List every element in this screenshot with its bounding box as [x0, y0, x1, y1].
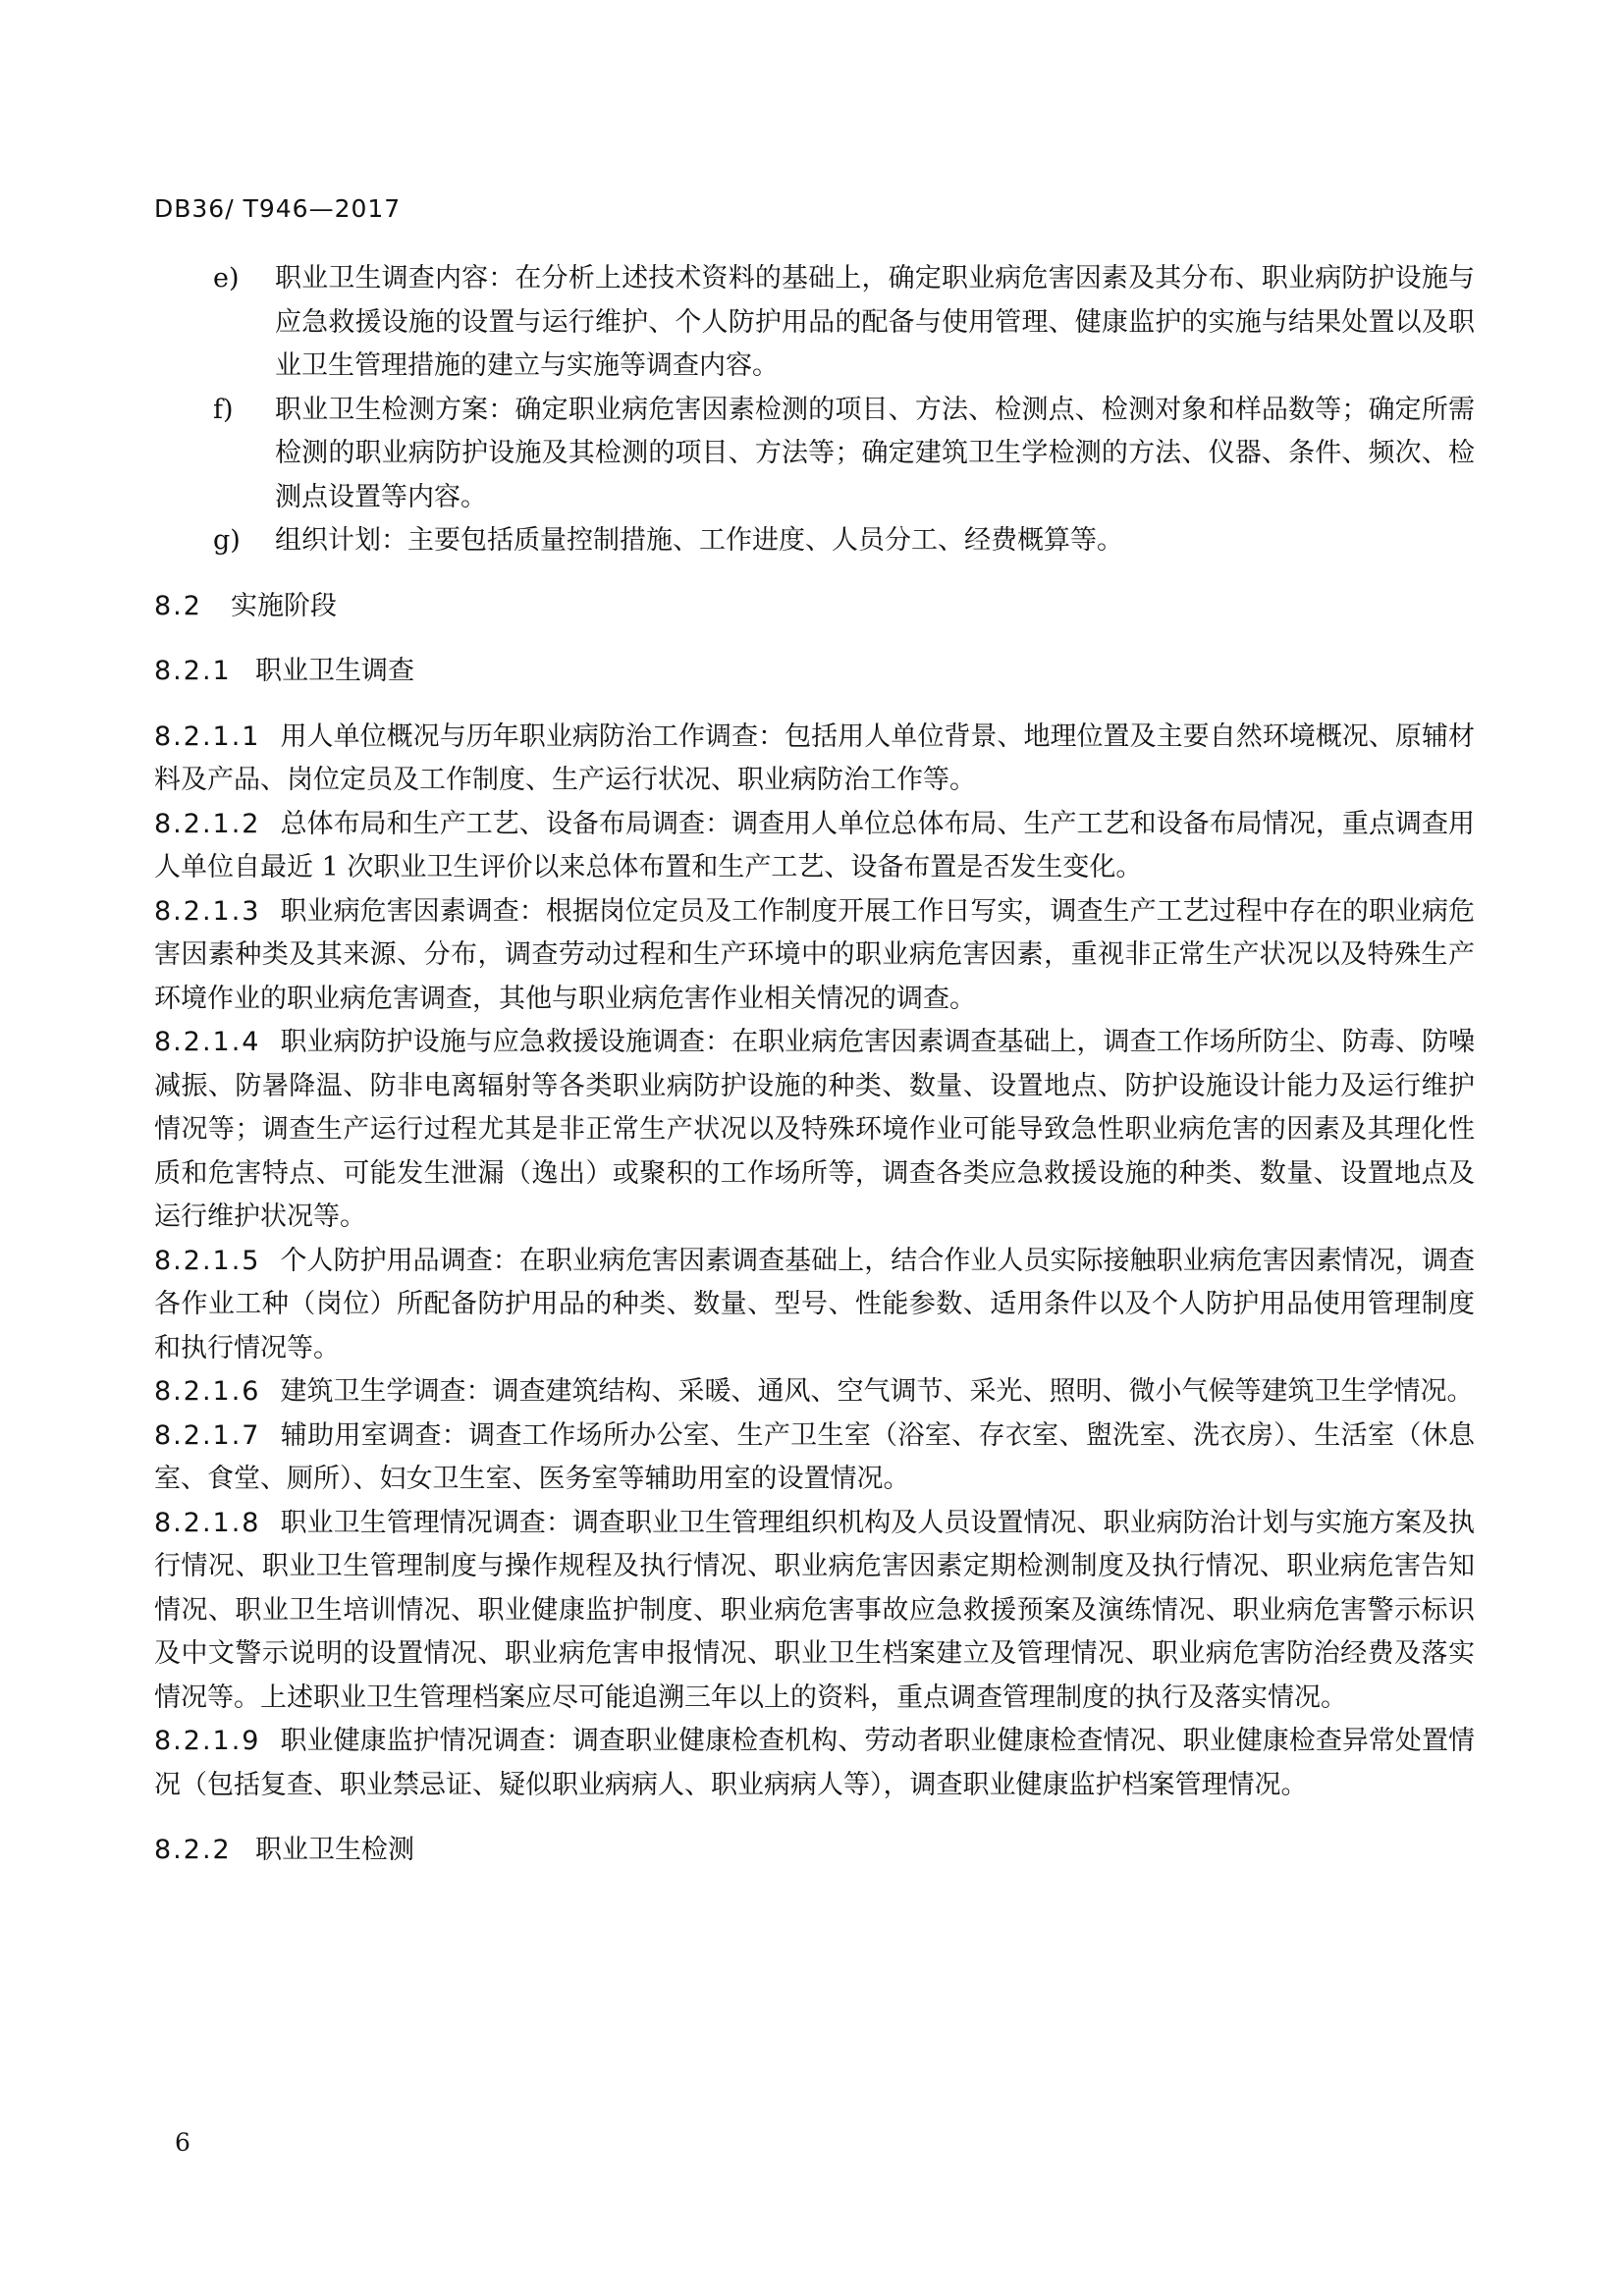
list-marker: e): [213, 263, 240, 294]
list-item-g: [154, 519, 1475, 563]
clause-8-2-1-7: [154, 1415, 1475, 1502]
clause-text: 职业病危害因素调查：根据岗位定员及工作制度开展工作日写实，调查生产工艺过程中存在的职业病危害因素种类及其来源、分布，调查劳动过程和生产环境中的职业病危害因素，重视非正常生产状况以及特殊生产环境作业的职业病危害调查，其他与职业病危害作业相关情况的调查。: [154, 895, 1475, 1014]
clause-number: 8.2.1.7: [154, 1419, 261, 1451]
section-title: 实施阶段: [231, 590, 337, 621]
clause-8-2-1-3: [154, 890, 1475, 1022]
clause-number: 8.2.1.6: [154, 1376, 261, 1407]
clause-text: 总体布局和生产工艺、设备布局调查：调查用人单位总体布局、生产工艺和设备布局情况，重点调查用人单位自最近 1 次职业卫生评价以来总体布置和生产工艺、设备布置是否发生变化。: [154, 808, 1475, 882]
list-text: 职业卫生检测方案：确定职业病危害因素检测的项目、方法、检测点、检测对象和样品数等；确定所需检测的职业病防护设施及其检测的项目、方法等；确定建筑卫生学检测的方法、仪器、条件、频次、检测点设置等内容。: [275, 394, 1475, 512]
clause-number: 8.2.1.3: [154, 895, 261, 927]
section-title: 职业卫生检测: [255, 1835, 414, 1865]
document-header: DB36/ T946—2017: [154, 194, 402, 223]
section-heading-8-2-1: [154, 650, 1475, 694]
clause-text: 职业病防护设施与应急救援设施调查：在职业病危害因素调查基础上，调查工作场所防尘、防毒、防噪减振、防暑降温、防非电离辐射等各类职业病防护设施的种类、数量、设置地点、防护设施设计能力及运行维护情况等；调查生产运行过程尤其是非正常生产状况以及特殊环境作业可能导致急性职业病危害的因素及其理化性质和危害特点、可能发生泄漏（逸出）或聚积的工作场所等，调查各类应急救援设施的种类、数量、设置地点及运行维护状况等。: [154, 1027, 1475, 1232]
clause-number: 8.2.1.5: [154, 1245, 261, 1276]
section-number: 8.2.2: [154, 1835, 232, 1865]
clause-text: 辅助用室调查：调查工作场所办公室、生产卫生室（浴室、存衣室、盥洗室、洗衣房）、生活室（休息室、食堂、厕所）、妇女卫生室、医务室等辅助用室的设置情况。: [154, 1419, 1475, 1494]
list-marker: f): [213, 394, 234, 425]
page-number: 6: [175, 2128, 190, 2157]
clause-text: 职业健康监护情况调查：调查职业健康检查机构、劳动者职业健康检查情况、职业健康检查异常处置情况（包括复查、职业禁忌证、疑似职业病病人、职业病病人等），调查职业健康监护档案管理情况。: [154, 1726, 1475, 1800]
section-heading-8-2-2: [154, 1829, 1475, 1873]
list-marker: g): [213, 525, 241, 556]
clause-number: 8.2.1.2: [154, 808, 261, 839]
list-item-e: [154, 257, 1475, 389]
clause-number: 8.2.1.8: [154, 1507, 261, 1538]
clause-8-2-1-2: [154, 803, 1475, 890]
clause-8-2-1-1: [154, 716, 1475, 803]
list-text: 职业卫生调查内容：在分析上述技术资料的基础上，确定职业病危害因素及其分布、职业病防护设施与应急救援设施的设置与运行维护、个人防护用品的配备与使用管理、健康监护的实施与结果处置以及职业卫生管理措施的建立与实施等调查内容。: [275, 263, 1475, 381]
clause-8-2-1-9: [154, 1720, 1475, 1807]
document-body: [154, 257, 1475, 1895]
clause-8-2-1-4: [154, 1021, 1475, 1240]
list-text: 组织计划：主要包括质量控制措施、工作进度、人员分工、经费概算等。: [275, 525, 1123, 556]
clause-8-2-1-5: [154, 1240, 1475, 1371]
clause-text: 个人防护用品调查：在职业病危害因素调查基础上，结合作业人员实际接触职业病危害因素情况，调查各作业工种（岗位）所配备防护用品的种类、数量、型号、性能参数、适用条件以及个人防护用品使用管理制度和执行情况等。: [154, 1245, 1475, 1363]
clause-number: 8.2.1.9: [154, 1726, 261, 1756]
clause-text: 建筑卫生学调查：调查建筑结构、采暖、通风、空气调节、采光、照明、微小气候等建筑卫生学情况。: [280, 1376, 1474, 1407]
clause-8-2-1-6: [154, 1370, 1475, 1415]
section-number: 8.2.1: [154, 656, 232, 686]
section-number: 8.2: [154, 590, 202, 621]
clause-number: 8.2.1.4: [154, 1027, 261, 1057]
clause-number: 8.2.1.1: [154, 721, 261, 752]
clause-text: 用人单位概况与历年职业病防治工作调查：包括用人单位背景、地理位置及主要自然环境概况、原辅材料及产品、岗位定员及工作制度、生产运行状况、职业病防治工作等。: [154, 721, 1475, 795]
clause-8-2-1-8: [154, 1502, 1475, 1721]
list-item-f: [154, 389, 1475, 520]
section-heading-8-2: [154, 585, 1475, 629]
section-title: 职业卫生调查: [255, 656, 414, 686]
clause-text: 职业卫生管理情况调查：调查职业卫生管理组织机构及人员设置情况、职业病防治计划与实施方案及执行情况、职业卫生管理制度与操作规程及执行情况、职业病危害因素定期检测制度及执行情况、职业病危害告知情况、职业卫生培训情况、职业健康监护制度、职业病危害事故应急救援预案及演练情况、职业病危害警示标识及中文警示说明的设置情况、职业病危害申报情况、职业卫生档案建立及管理情况、职业病危害防治经费及落实情况等。上述职业卫生管理档案应尽可能追溯三年以上的资料，重点调查管理制度的执行及落实情况。: [154, 1507, 1475, 1713]
